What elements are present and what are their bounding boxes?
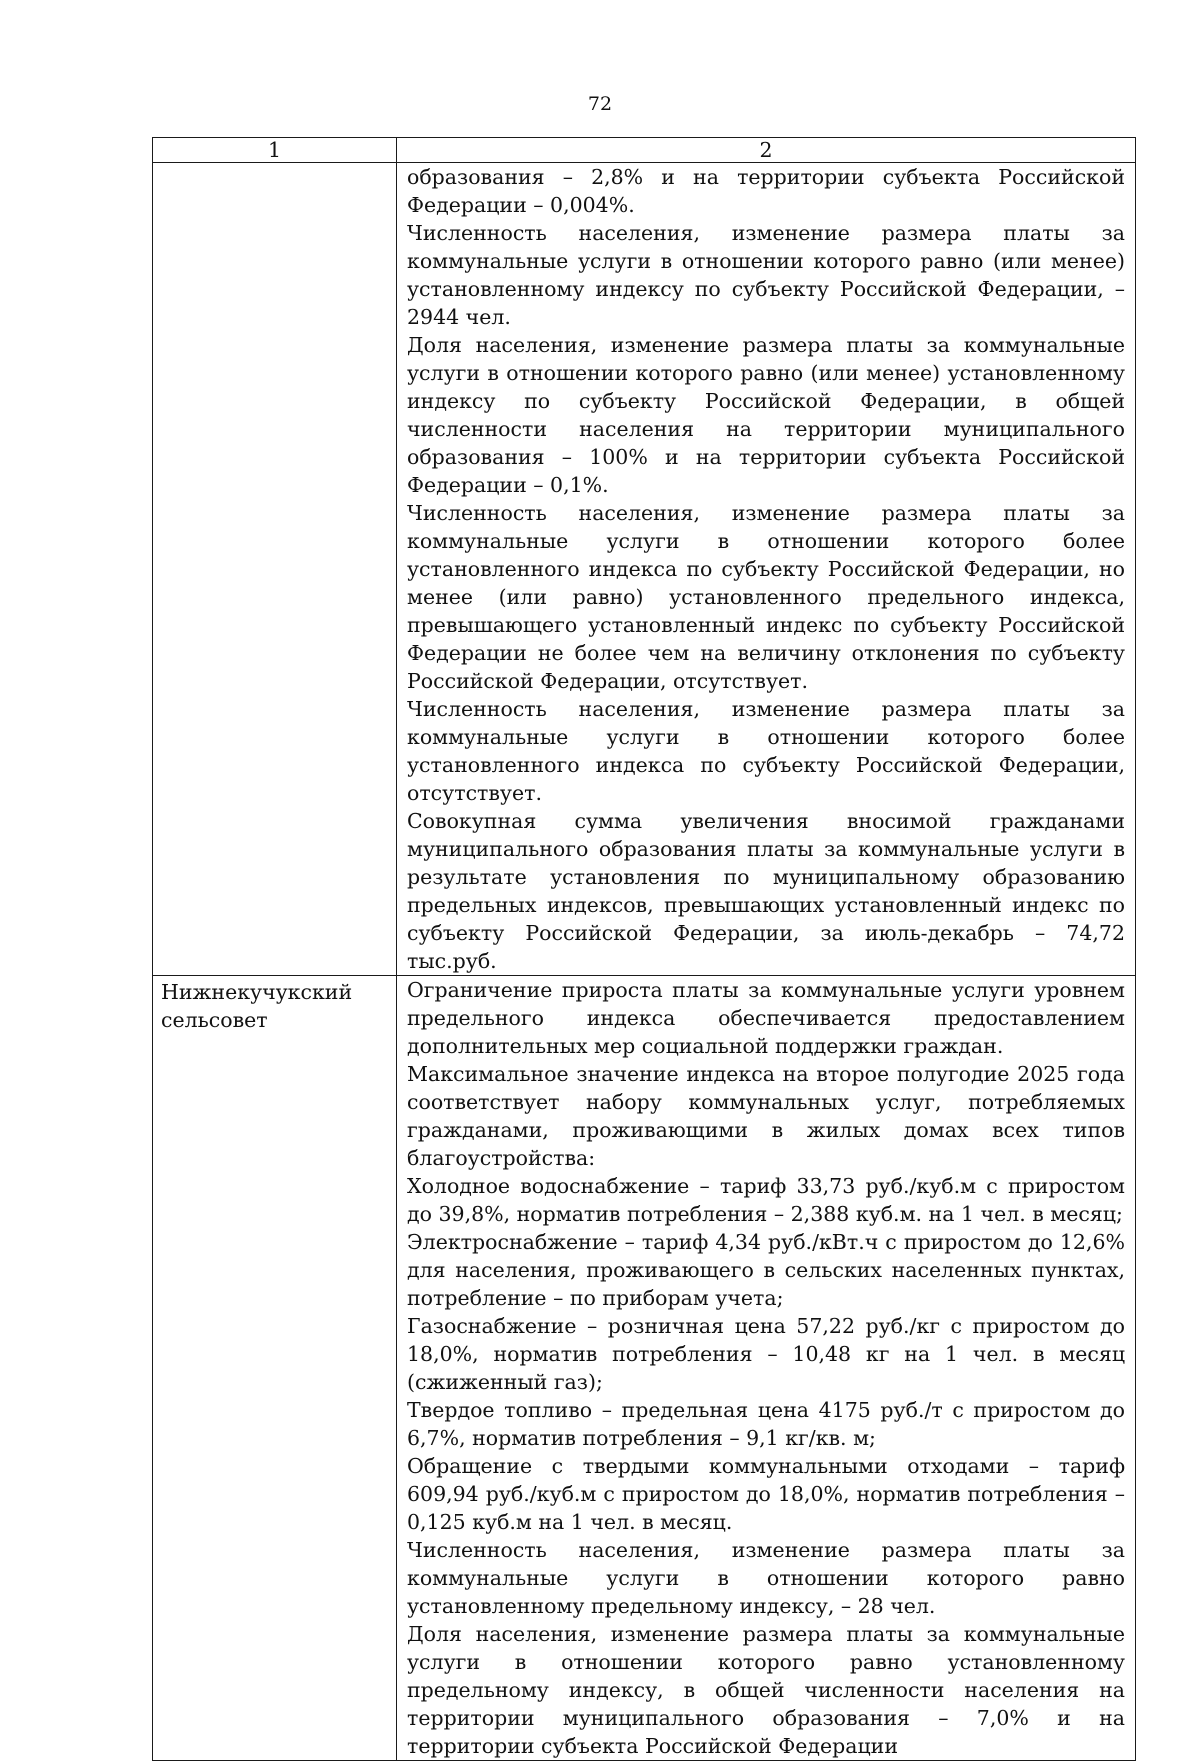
column-header-2: 2 — [397, 138, 1136, 163]
municipality-name-cell — [153, 163, 397, 976]
table-header-row — [153, 138, 1136, 163]
document-table — [152, 137, 1136, 1761]
paragraph: Электроснабжение – тариф 4,34 руб./кВт.ч с приростом до 12,6% для населения, проживающего в сельских населенных пунктах, потребление – по приборам учета; — [407, 1230, 1125, 1310]
paragraph: Холодное водоснабжение – тариф 33,73 руб./куб.м с приростом до 39,8%, норматив потребления – 2,388 куб.м. на 1 чел. в месяц; — [407, 1174, 1125, 1226]
paragraph: образования – 2,8% и на территории субъекта Российской Федерации – 0,004%. — [407, 165, 1125, 217]
municipality-name-cell: Нижнекучукский сельсовет — [153, 976, 397, 1761]
paragraph: Численность населения, изменение размера платы за коммунальные услуги в отношении которого равно (или менее) установленному индексу по субъекту Российской Федерации, – 2944 чел. — [407, 221, 1125, 329]
description-cell — [397, 163, 1136, 976]
paragraph: Обращение с твердыми коммунальными отходами – тариф 609,94 руб./куб.м с приростом до 18,0%, норматив потребления – 0,125 куб.м на 1 чел. в месяц. — [407, 1454, 1125, 1534]
paragraph: Совокупная сумма увеличения вносимой гражданами муниципального образования платы за коммунальные услуги в результате установления по муниципальному образованию предельных индексов, превышающих установленный индекс по субъекту Российской Федерации, за июль-декабрь – 74,72 тыс.руб. — [407, 809, 1125, 973]
paragraph: Ограничение прироста платы за коммунальные услуги уровнем предельного индекса обеспечивается предоставлением дополнительных мер социальной поддержки граждан. — [407, 978, 1125, 1058]
description-cell — [397, 976, 1136, 1761]
paragraph: Доля населения, изменение размера платы за коммунальные услуги в отношении которого равно установленному предельному индексу, в общей численности населения на территории муниципального образования – 7,0% и на территории субъекта Российской Федерации — [407, 1622, 1125, 1758]
paragraph: Максимальное значение индекса на второе полугодие 2025 года соответствует набору коммунальных услуг, потребляемых гражданами, проживающими в жилых домах всех типов благоустройства: — [407, 1062, 1125, 1170]
paragraph: Численность населения, изменение размера платы за коммунальные услуги в отношении которого равно установленному предельному индексу, – 28 чел. — [407, 1538, 1125, 1618]
paragraph: Газоснабжение – розничная цена 57,22 руб./кг с приростом до 18,0%, норматив потребления – 10,48 кг на 1 чел. в месяц (сжиженный газ); — [407, 1314, 1125, 1394]
table-row — [153, 976, 1136, 1761]
table-row — [153, 163, 1136, 976]
paragraph: Численность населения, изменение размера платы за коммунальные услуги в отношении которого более установленного индекса по субъекту Российской Федерации, отсутствует. — [407, 697, 1125, 805]
paragraph: Твердое топливо – предельная цена 4175 руб./т с приростом до 6,7%, норматив потребления – 9,1 кг/кв. м; — [407, 1398, 1125, 1450]
paragraph: Доля населения, изменение размера платы за коммунальные услуги в отношении которого равно (или менее) установленному индексу по субъекту Российской Федерации, в общей численности населения на территории муниципального образования – 100% и на территории субъекта Российской Федерации – 0,1%. — [407, 333, 1125, 497]
column-header-1: 1 — [153, 138, 397, 163]
page-number: 72 — [587, 93, 613, 115]
paragraph: Численность населения, изменение размера платы за коммунальные услуги в отношении которого более установленного индекса по субъекту Российской Федерации, но менее (или равно) установленного предельного индекса, превышающего установленный индекс по субъекту Российской Федерации не более чем на величину отклонения по субъекту Российской Федерации, отсутствует. — [407, 501, 1125, 693]
